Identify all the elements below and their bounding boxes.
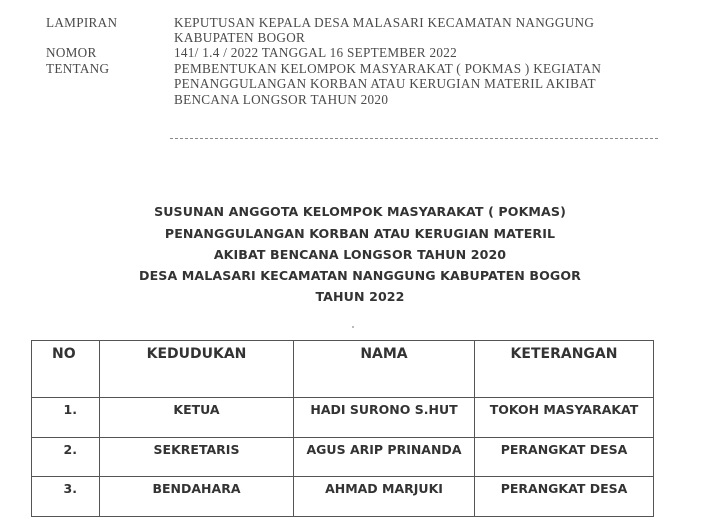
cell-kedudukan: SEKRETARIS (100, 437, 294, 477)
cell-kedudukan: KETUA (100, 398, 294, 438)
cell-nama: AHMAD MARJUKI (294, 477, 475, 517)
value-lampiran-line2: KABUPATEN BOGOR (174, 30, 306, 45)
value-lampiran-line1: KEPUTUSAN KEPALA DESA MALASARI KECAMATAN NANGGUNG (174, 15, 595, 30)
cell-no: 2. (32, 437, 100, 477)
dashed-divider (170, 138, 658, 139)
table-row (32, 437, 654, 477)
value-nomor: 141/ 1.4 / 2022 TANGGAL 16 SEPTEMBER 2022 (174, 45, 458, 60)
cell-keterangan: PERANGKAT DESA (475, 477, 654, 517)
value-tentang-line2: PENANGGULANGAN KORBAN ATAU KERUGIAN MATERIL AKIBAT (174, 76, 596, 91)
table-row (32, 398, 654, 438)
value-tentang-line3: BENCANA LONGSOR TAHUN 2020 (174, 92, 389, 107)
members-table (31, 340, 654, 517)
table-header-row (32, 341, 654, 398)
label-tentang: TENTANG (46, 61, 110, 76)
title-line-1: SUSUNAN ANGGOTA KELOMPOK MASYARAKAT ( POKMAS) (154, 204, 566, 219)
table-row (32, 477, 654, 517)
title-line-4: DESA MALASARI KECAMATAN NANGGUNG KABUPATEN BOGOR (139, 268, 581, 283)
cell-keterangan: TOKOH MASYARAKAT (475, 398, 654, 438)
cell-no: 1. (32, 398, 100, 438)
title-line-5: TAHUN 2022 (315, 289, 405, 304)
col-header-kedudukan: KEDUDUKAN (100, 341, 294, 398)
value-tentang-line1: PEMBENTUKAN KELOMPOK MASYARAKAT ( POKMAS ) KEGIATAN (174, 61, 602, 76)
cell-kedudukan: BENDAHARA (100, 477, 294, 517)
label-lampiran: LAMPIRAN (46, 15, 118, 30)
cell-nama: HADI SURONO S.HUT (294, 398, 475, 438)
col-header-keterangan: KETERANGAN (475, 341, 654, 398)
cell-nama: AGUS ARIP PRINANDA (294, 437, 475, 477)
col-header-no: NO (32, 341, 100, 398)
col-header-nama: NAMA (294, 341, 475, 398)
cell-no: 3. (32, 477, 100, 517)
title-line-3: AKIBAT BENCANA LONGSOR TAHUN 2020 (213, 247, 507, 262)
cell-keterangan: PERANGKAT DESA (475, 437, 654, 477)
title-line-2: PENANGGULANGAN KORBAN ATAU KERUGIAN MATERIL (164, 226, 556, 241)
scan-speck (352, 326, 354, 328)
label-nomor: NOMOR (46, 45, 97, 60)
